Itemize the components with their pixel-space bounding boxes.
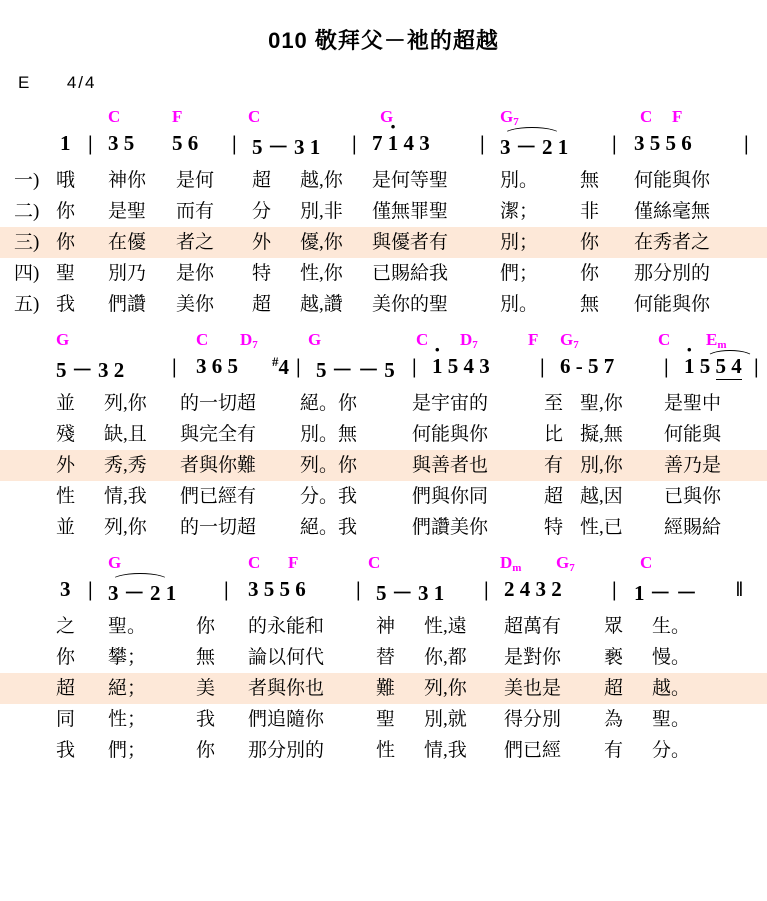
note-group: | (612, 577, 617, 601)
key-signature: E (18, 73, 32, 92)
lyric-segment: 別； (500, 232, 539, 253)
lyric-segment: 別。 (500, 294, 539, 315)
lyric-segment: 聖 (376, 709, 396, 730)
lyric-segment: 們； (108, 740, 147, 761)
lyric-segment: 性 (56, 486, 76, 507)
note-group: 3 － 2 1 (500, 135, 569, 159)
chord-symbol: $E_m$ (706, 330, 727, 351)
lyric-segment: 的一切超 (180, 517, 257, 538)
chord-symbol: $D_7$ (240, 330, 258, 351)
note-group: | (172, 354, 177, 378)
lyric-line (0, 481, 767, 512)
lyric-segment: 別,你 (580, 455, 623, 476)
note-group: | (296, 354, 301, 378)
lyric-segment: 超 (56, 678, 76, 699)
lyric-segment: 在優 (108, 232, 147, 253)
note-line-1 (0, 131, 767, 165)
lyric-segment: 別,就 (424, 709, 467, 730)
note-group: 5 6 (172, 131, 199, 155)
lyric-block-3 (0, 611, 767, 766)
note-group: 3 6 5 (196, 354, 238, 378)
note-group: | (540, 354, 545, 378)
chord-symbol: C (416, 330, 429, 349)
note-group: 3 5 5 6 (634, 131, 692, 155)
lyric-segment: 之 (56, 616, 76, 637)
lyric-segment: 擬,無 (580, 424, 623, 445)
note-group: | (744, 131, 749, 155)
lyric-segment: 情,我 (104, 486, 147, 507)
lyric-segment: 們與你同 (412, 486, 489, 507)
lyric-segment: 殘 (56, 424, 76, 445)
lyric-segment: 褻 (604, 647, 624, 668)
lyric-segment: 有 (544, 455, 564, 476)
lyric-line (0, 196, 767, 227)
lyric-segment: 性,遠 (424, 616, 467, 637)
lyric-segment: 美 (196, 678, 216, 699)
lyric-segment: 比 (544, 424, 564, 445)
note-group: | (480, 131, 485, 155)
note-line-3 (0, 577, 767, 611)
lyric-segment: 越。 (652, 678, 691, 699)
lyric-segment: 列。你 (300, 455, 358, 476)
key-time-signature (18, 73, 767, 93)
lyric-segment: 們讚美你 (412, 517, 489, 538)
lyric-segment: 超 (544, 486, 564, 507)
lyric-segment: 超萬有 (504, 616, 562, 637)
note-group: 2 4 3 2 (504, 577, 562, 601)
lyric-segment: 絕。你 (300, 393, 358, 414)
lyric-segment: 有 (604, 740, 624, 761)
chord-symbol: F (288, 553, 299, 572)
music-system-3 (0, 553, 767, 766)
lyric-segment: 我 (196, 709, 216, 730)
lyric-segment: 超 (252, 294, 272, 315)
lyric-segment: 那分別的 (634, 263, 711, 284)
lyric-segment: 們讚 (108, 294, 147, 315)
note-group: 5 － 3 2 (56, 358, 125, 382)
chord-symbol: G (308, 330, 322, 349)
note-group: ‖ (736, 577, 743, 601)
music-system-2 (0, 330, 767, 543)
lyric-segment: 絕； (108, 678, 147, 699)
note-group: 7 · 1 4 3 (372, 131, 430, 156)
lyric-line (0, 419, 767, 450)
chord-symbol: C (640, 107, 653, 126)
lyric-segment: 越,你 (300, 170, 343, 191)
chord-symbol: F (172, 107, 183, 126)
lyric-segment: 們追隨你 (248, 709, 325, 730)
lyric-segment: 美你的聖 (372, 294, 449, 315)
lyric-segment: 是何等聖 (372, 170, 449, 191)
verse-number: 一) (14, 170, 40, 191)
lyric-segment: 何能與 (664, 424, 722, 445)
lyric-segment: 特 (544, 517, 564, 538)
lyric-block-1 (0, 165, 767, 320)
lyric-segment: 神你 (108, 170, 147, 191)
lyric-segment: 經賜給 (664, 517, 722, 538)
note-group: · 1 5 5 4 (684, 354, 742, 379)
chord-symbol: G (108, 553, 122, 572)
lyric-segment: 難 (376, 678, 396, 699)
lyric-segment: 的一切超 (180, 393, 257, 414)
lyric-line (0, 642, 767, 673)
lyric-segment: 潔； (500, 201, 539, 222)
chord-symbol: C (640, 553, 653, 572)
chord-symbol: C (108, 107, 121, 126)
lyric-block-2 (0, 388, 767, 543)
chord-symbol: C (368, 553, 381, 572)
lyric-segment: 慢。 (652, 647, 691, 668)
lyric-segment: 已與你 (664, 486, 722, 507)
lyric-segment: 性,你 (300, 263, 343, 284)
music-system-1 (0, 107, 767, 320)
note-group: | (484, 577, 489, 601)
note-group: 1 － － (634, 581, 697, 605)
note-group: | (612, 131, 617, 155)
note-group: 3 5 5 6 (248, 577, 306, 601)
note-group: | (754, 354, 759, 378)
lyric-segment: 與優者有 (372, 232, 449, 253)
lyric-segment: 已賜給我 (372, 263, 449, 284)
note-group: 5 － 3 1 (376, 581, 445, 605)
lyric-segment: 列,你 (104, 393, 147, 414)
lyric-line (0, 450, 767, 481)
verse-number: 三) (14, 232, 40, 253)
lyric-segment: 缺,且 (104, 424, 147, 445)
lyric-segment: 生。 (652, 616, 691, 637)
lyric-segment: 論以何代 (248, 647, 325, 668)
lyric-segment: 無 (196, 647, 216, 668)
lyric-segment: 你 (580, 232, 600, 253)
verse-number: 二) (14, 201, 40, 222)
lyric-segment: 並 (56, 393, 76, 414)
lyric-segment: 是對你 (504, 647, 562, 668)
chord-symbol: C (248, 107, 261, 126)
lyric-segment: 與完全有 (180, 424, 257, 445)
lyric-segment: 善乃是 (664, 455, 722, 476)
lyric-segment: 在秀者之 (634, 232, 711, 253)
lyric-segment: 你 (196, 616, 216, 637)
chord-symbol: C (658, 330, 671, 349)
verse-number: 四) (14, 263, 40, 284)
lyric-segment: 是聖中 (664, 393, 722, 414)
chord-symbol: $D_m$ (500, 553, 522, 574)
note-line-2 (0, 354, 767, 388)
time-signature: 4/4 (66, 73, 97, 92)
chord-line-3 (0, 553, 767, 577)
chord-symbol: G (56, 330, 70, 349)
lyric-line (0, 289, 767, 320)
lyric-segment: 是何 (176, 170, 215, 191)
lyric-segment: 美你 (176, 294, 215, 315)
chord-symbol: $D_7$ (460, 330, 478, 351)
lyric-segment: 分 (252, 201, 272, 222)
lyric-segment: 何能與你 (634, 294, 711, 315)
note-group: | (88, 577, 93, 601)
lyric-segment: 你 (56, 201, 76, 222)
lyric-segment: 我 (56, 740, 76, 761)
lyric-line (0, 227, 767, 258)
lyric-line (0, 704, 767, 735)
page-title: 010 敬拜父－祂的超越 (268, 28, 499, 53)
lyric-segment: 並 (56, 517, 76, 538)
note-group: 3 － 2 1 (108, 581, 177, 605)
lyric-segment: 得分別 (504, 709, 562, 730)
lyric-segment: 無 (580, 170, 600, 191)
lyric-segment: 與善者也 (412, 455, 489, 476)
lyric-segment: 別。無 (300, 424, 358, 445)
note-group: | (412, 354, 417, 378)
lyric-segment: 別乃 (108, 263, 147, 284)
note-group: 5 － － 5 (316, 358, 395, 382)
lyric-segment: 哦 (56, 170, 76, 191)
lyric-segment: 僅絲毫無 (634, 201, 711, 222)
note-group: | (88, 131, 93, 155)
lyric-segment: 性； (108, 709, 147, 730)
lyric-segment: 者與你也 (248, 678, 325, 699)
lyric-segment: 優,你 (300, 232, 343, 253)
lyric-segment: 絕。我 (300, 517, 358, 538)
lyric-segment: 何能與你 (412, 424, 489, 445)
lyric-segment: 你 (56, 647, 76, 668)
lyric-segment: 越,讚 (300, 294, 343, 315)
note-group: 5 － 3 1 (252, 135, 321, 159)
lyric-segment: 性 (376, 740, 396, 761)
lyric-segment: 你 (196, 740, 216, 761)
lyric-segment: 越,因 (580, 486, 623, 507)
chord-symbol: F (672, 107, 683, 126)
chord-symbol: G (380, 107, 394, 126)
lyric-segment: 們； (500, 263, 539, 284)
note-group: | (232, 131, 237, 155)
lyric-line (0, 258, 767, 289)
lyric-line (0, 673, 767, 704)
lyric-segment: 情,我 (424, 740, 467, 761)
lyric-segment: 聖。 (652, 709, 691, 730)
lyric-line (0, 735, 767, 766)
note-group: | (224, 577, 229, 601)
lyric-segment: 你 (56, 232, 76, 253)
lyric-segment: 超 (252, 170, 272, 191)
chord-symbol: $G_7$ (560, 330, 579, 351)
lyric-segment: 別。 (500, 170, 539, 191)
lyric-line (0, 611, 767, 642)
chord-symbol: C (248, 553, 261, 572)
lyric-segment: 何能與你 (634, 170, 711, 191)
lyric-segment: 者與你難 (180, 455, 257, 476)
chord-symbol: $G_7$ (556, 553, 575, 574)
lyric-segment: 同 (56, 709, 76, 730)
chord-symbol: C (196, 330, 209, 349)
chord-line-2 (0, 330, 767, 354)
lyric-segment: 者之 (176, 232, 215, 253)
lyric-segment: 外 (252, 232, 272, 253)
note-group: #4 (272, 354, 289, 379)
note-group: 6 - 5 7 (560, 354, 615, 378)
lyric-segment: 無 (580, 294, 600, 315)
lyric-segment: 性,已 (580, 517, 623, 538)
note-group: | (352, 131, 357, 155)
chord-line-1 (0, 107, 767, 131)
note-group: 1 (60, 131, 71, 155)
lyric-segment: 特 (252, 263, 272, 284)
lyric-segment: 們已經 (504, 740, 562, 761)
lyric-segment: 們已經有 (180, 486, 257, 507)
lyric-segment: 那分別的 (248, 740, 325, 761)
lyric-segment: 眾 (604, 616, 624, 637)
lyric-segment: 攀； (108, 647, 147, 668)
lyric-segment: 外 (56, 455, 76, 476)
lyric-segment: 是你 (176, 263, 215, 284)
lyric-segment: 的永能和 (248, 616, 325, 637)
lyric-segment: 你 (580, 263, 600, 284)
lyric-segment: 你,都 (424, 647, 467, 668)
lyric-segment: 是宇宙的 (412, 393, 489, 414)
note-group: | (356, 577, 361, 601)
note-group: 3 (60, 577, 71, 601)
lyric-segment: 分。我 (300, 486, 358, 507)
lyric-line (0, 388, 767, 419)
lyric-segment: 分。 (652, 740, 691, 761)
lyric-segment: 美也是 (504, 678, 562, 699)
lyric-segment: 列,你 (104, 517, 147, 538)
chord-symbol: F (528, 330, 539, 349)
note-group: 3 5 (108, 131, 135, 155)
lyric-segment: 我 (56, 294, 76, 315)
lyric-segment: 別,非 (300, 201, 343, 222)
lyric-segment: 是聖 (108, 201, 147, 222)
lyric-segment: 為 (604, 709, 624, 730)
lyric-segment: 非 (580, 201, 600, 222)
lyric-segment: 至 (544, 393, 564, 414)
lyric-line (0, 512, 767, 543)
lyric-segment: 聖。 (108, 616, 147, 637)
lyric-segment: 替 (376, 647, 396, 668)
note-group: | (664, 354, 669, 378)
verse-number: 五) (14, 294, 40, 315)
lyric-segment: 神 (376, 616, 396, 637)
lyric-segment: 聖 (56, 263, 76, 284)
lyric-segment: 列,你 (424, 678, 467, 699)
lyric-segment: 而有 (176, 201, 215, 222)
lyric-segment: 秀,秀 (104, 455, 147, 476)
chord-symbol: $G_7$ (500, 107, 519, 128)
lyric-segment: 超 (604, 678, 624, 699)
lyric-line (0, 165, 767, 196)
lyric-segment: 僅無罪聖 (372, 201, 449, 222)
lyric-segment: 聖,你 (580, 393, 623, 414)
note-group: · 1 5 4 3 (432, 354, 490, 379)
